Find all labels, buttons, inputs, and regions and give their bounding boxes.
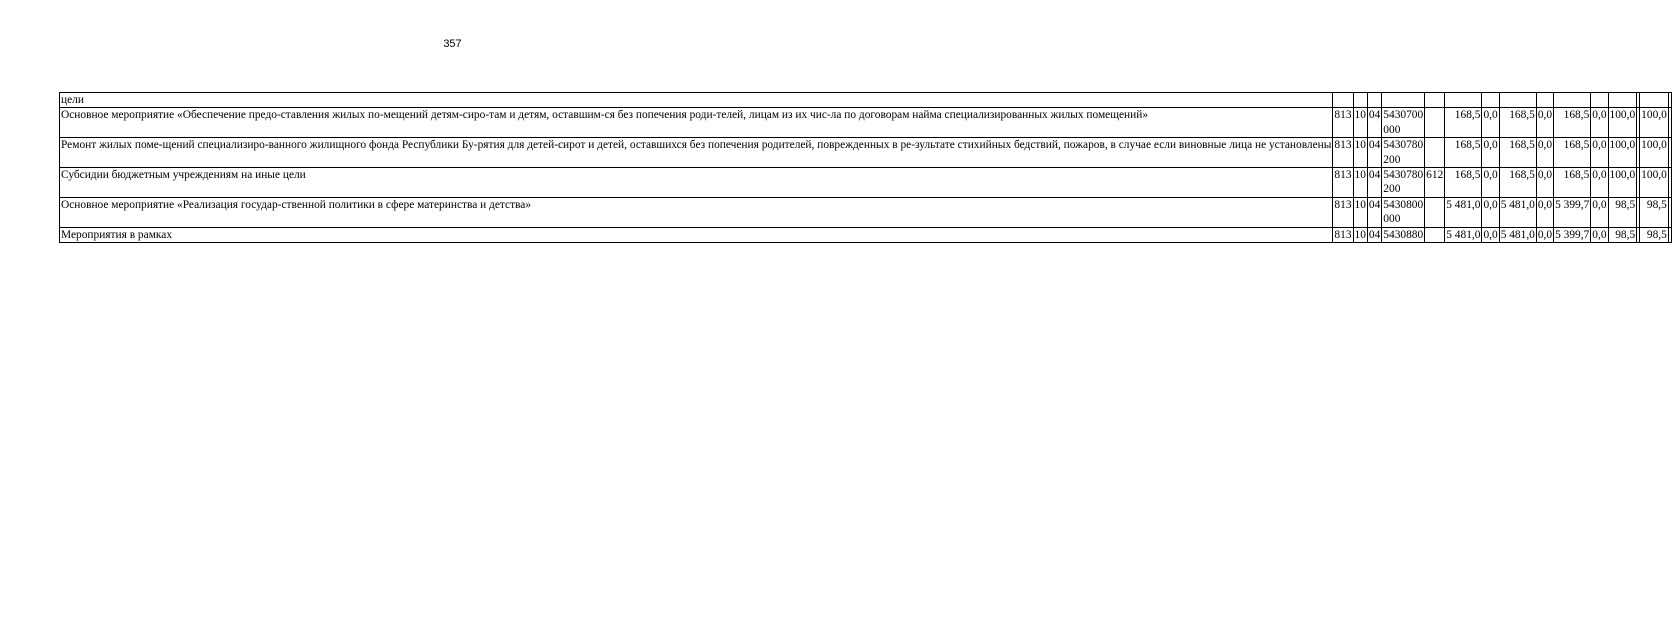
- code-vr: [1425, 108, 1445, 138]
- code-csr: 5430780 200: [1383, 139, 1424, 166]
- code-gr: 813: [1333, 168, 1353, 198]
- code-pr: 04: [1367, 197, 1381, 227]
- row-name: Основное мероприятие «Реализация государ-ственной политики в сфере материнства и детства»: [60, 197, 1333, 227]
- code-vr: 612: [1425, 168, 1445, 198]
- code-vr: [1425, 197, 1445, 227]
- code-gr: 813: [1333, 197, 1353, 227]
- row-name: Ремонт жилых поме-щений специализиро-ванного жилищного фонда Республики Бу-рятия для детей-сирот и детей, оставшихся без попечения родителей, поврежденных в ре-зультате стихийных бедствий, пожаров, в случае если виновные лица не установлены: [60, 138, 1333, 168]
- code-rz: 10: [1353, 138, 1367, 168]
- table-row: Основное мероприятие «Реализация государ-ственной политики в сфере материнства и детства» 813 10 04 5430800 000 5 481,0 0,0 5 481,0 0,0 5 399,7 0,0 98,5 98,5: [60, 197, 1672, 227]
- code-vr: [1425, 138, 1445, 168]
- code-gr: 813: [1333, 138, 1353, 168]
- code-csr: 5430800 000: [1383, 198, 1424, 226]
- row-name: Основное мероприятие «Обеспечение предо-ставления жилых по-мещений детям-сиро-там и детям, оставшим-ся без попечения роди-телей, лицам из их чис-ла по договорам найма специализированных жилых помещений»: [60, 108, 1333, 138]
- code-gr: 813: [1333, 108, 1353, 138]
- row-name: Субсидии бюджетным учреждениям на иные цели: [60, 168, 1333, 198]
- code-rz: 10: [1353, 168, 1367, 198]
- table-row: Субсидии бюджетным учреждениям на иные цели 813 10 04 5430780 200 612 168,5 0,0 168,5 0,0 168,5 0,0 100,0 100,0: [60, 168, 1672, 198]
- code-rz: 10: [1353, 197, 1367, 227]
- code-csr: 5430700 000: [1383, 109, 1424, 136]
- code-pr: 04: [1367, 138, 1381, 168]
- budget-execution-table: [59, 92, 1672, 243]
- page-number: 357: [443, 38, 462, 50]
- row-name: цели: [60, 93, 1333, 108]
- code-rz: 10: [1354, 228, 1366, 241]
- row-name: Мероприятия в рамках: [60, 227, 1333, 242]
- table-row: Ремонт жилых поме-щений специализиро-ванного жилищного фонда Республики Бу-рятия для детей-сирот и детей, оставшихся без попечения родителей, поврежденных в ре-зультате стихийных бедствий, пожаров, в случае если виновные лица не установлены 813 10 04 5430780 200 168,5 0,0 168,5 0,0 168,5 0,0 100,0 100,0: [60, 138, 1672, 168]
- table-row: [60, 93, 1672, 108]
- table-row: Основное мероприятие «Обеспечение предо-ставления жилых по-мещений детям-сиро-там и детям, оставшим-ся без попечения роди-телей, лицам из их чис-ла по договорам найма специализированных жилых помещений» 813 10 04 5430700 000 168,5 0,0 168,5 0,0 168,5 0,0 100,0 100,0: [60, 108, 1672, 138]
- code-pr: 04: [1367, 168, 1381, 198]
- code-pr: 04: [1367, 108, 1381, 138]
- code-gr: 813: [1334, 228, 1352, 241]
- code-csr: 5430780 200: [1383, 169, 1424, 196]
- code-rz: 10: [1353, 108, 1367, 138]
- code-pr: 04: [1368, 228, 1381, 241]
- code-csr: 5430880: [1383, 228, 1424, 241]
- table-row: Мероприятия в рамках 813 10 04 5430880 5 481,0 0,0 5 481,0 0,0 5 399,7 0,0 98,5 98,5: [60, 227, 1672, 242]
- code-vr: [1425, 227, 1445, 242]
